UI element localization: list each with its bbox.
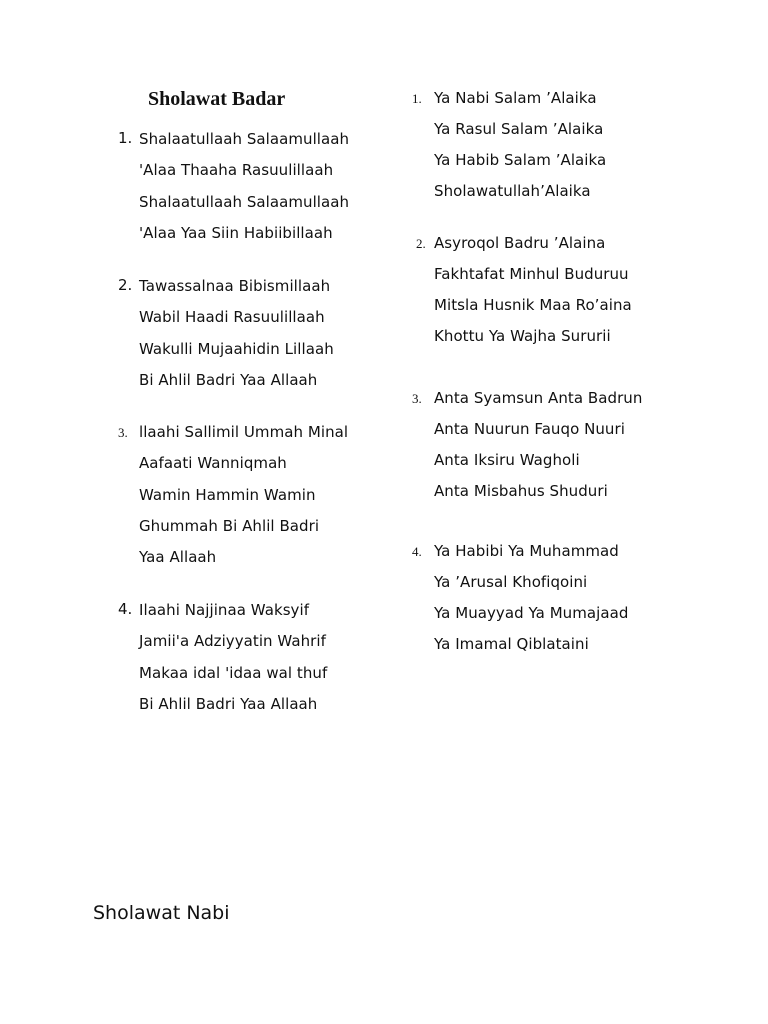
verse-line: Ilaahi Najjinaa Waksyif <box>139 601 310 619</box>
verse-line: Sholawatullah’Alaika <box>434 182 591 200</box>
verse-line: Anta Nuurun Fauqo Nuuri <box>434 420 625 438</box>
stanza-number: 1. <box>118 129 133 147</box>
verse-line: Mitsla Husnik Maa Ro’aina <box>434 296 632 314</box>
stanza-number: 2. <box>416 236 426 251</box>
verse-line: 'Alaa Thaaha Rasuulillaah <box>139 161 334 180</box>
stanza-number: 1. <box>412 91 422 106</box>
verse-line: Khottu Ya Wajha Sururii <box>434 327 611 345</box>
verse-line: Ya ’Arusal Khofiqoini <box>434 573 588 591</box>
verse-line: Jamii'a Adziyyatin Wahrif <box>139 632 326 651</box>
verse-line: Shalaatullaah Salaamullaah <box>139 130 350 148</box>
title-sholawat-badar: Sholawat Badar <box>148 88 286 110</box>
verse-line: 'Alaa Yaa Siin Habiibillaah <box>139 223 333 242</box>
verse-line: Ghummah Bi Ahlil Badri <box>139 516 320 535</box>
verse-line: Aafaati Wanniqmah <box>139 454 287 473</box>
verse-line: Shalaatullaah Salaamullaah <box>139 192 350 211</box>
stanza-number: 3. <box>118 425 128 440</box>
verse-line: Ya Rasul Salam ’Alaika <box>434 120 604 138</box>
verse-line: Wakulli Mujaahidin Lillaah <box>139 339 334 358</box>
verse-line: Asyroqol Badru ’Alaina <box>434 234 606 252</box>
verse-line: Yaa Allaah <box>139 548 217 567</box>
stanza-number: 4. <box>412 544 422 559</box>
verse-line: Ya Habibi Ya Muhammad <box>434 542 619 560</box>
verse-line: Ya Muayyad Ya Mumajaad <box>434 604 629 622</box>
stanza-number: 2. <box>118 276 133 294</box>
verse-line: Makaa idal 'idaa wal thuf <box>139 663 328 682</box>
stanza-number: 4. <box>118 600 133 618</box>
verse-line: Ya Imamal Qiblataini <box>434 635 589 653</box>
verse-line: Bi Ahlil Badri Yaa Allaah <box>139 694 318 713</box>
verse-line: Fakhtafat Minhul Buduruu <box>434 265 629 283</box>
verse-line: llaahi Sallimil Ummah Minal <box>139 423 349 441</box>
verse-line: Bi Ahlil Badri Yaa Allaah <box>139 370 318 389</box>
verse-line: Anta Syamsun Anta Badrun <box>434 389 643 407</box>
verse-line: Anta Iksiru Wagholi <box>434 451 580 469</box>
verse-line: Ya Habib Salam ’Alaika <box>434 151 607 169</box>
verse-line: Anta Misbahus Shuduri <box>434 482 608 500</box>
verse-line: Wabil Haadi Rasuulillaah <box>139 308 325 327</box>
title-sholawat-nabi: Sholawat Nabi <box>93 902 230 924</box>
verse-line: Wamin Hammin Wamin <box>139 485 316 504</box>
verse-line: Ya Nabi Salam ’Alaika <box>434 89 597 107</box>
verse-line: Tawassalnaa Bibismillaah <box>139 277 331 295</box>
stanza-number: 3. <box>412 391 422 406</box>
